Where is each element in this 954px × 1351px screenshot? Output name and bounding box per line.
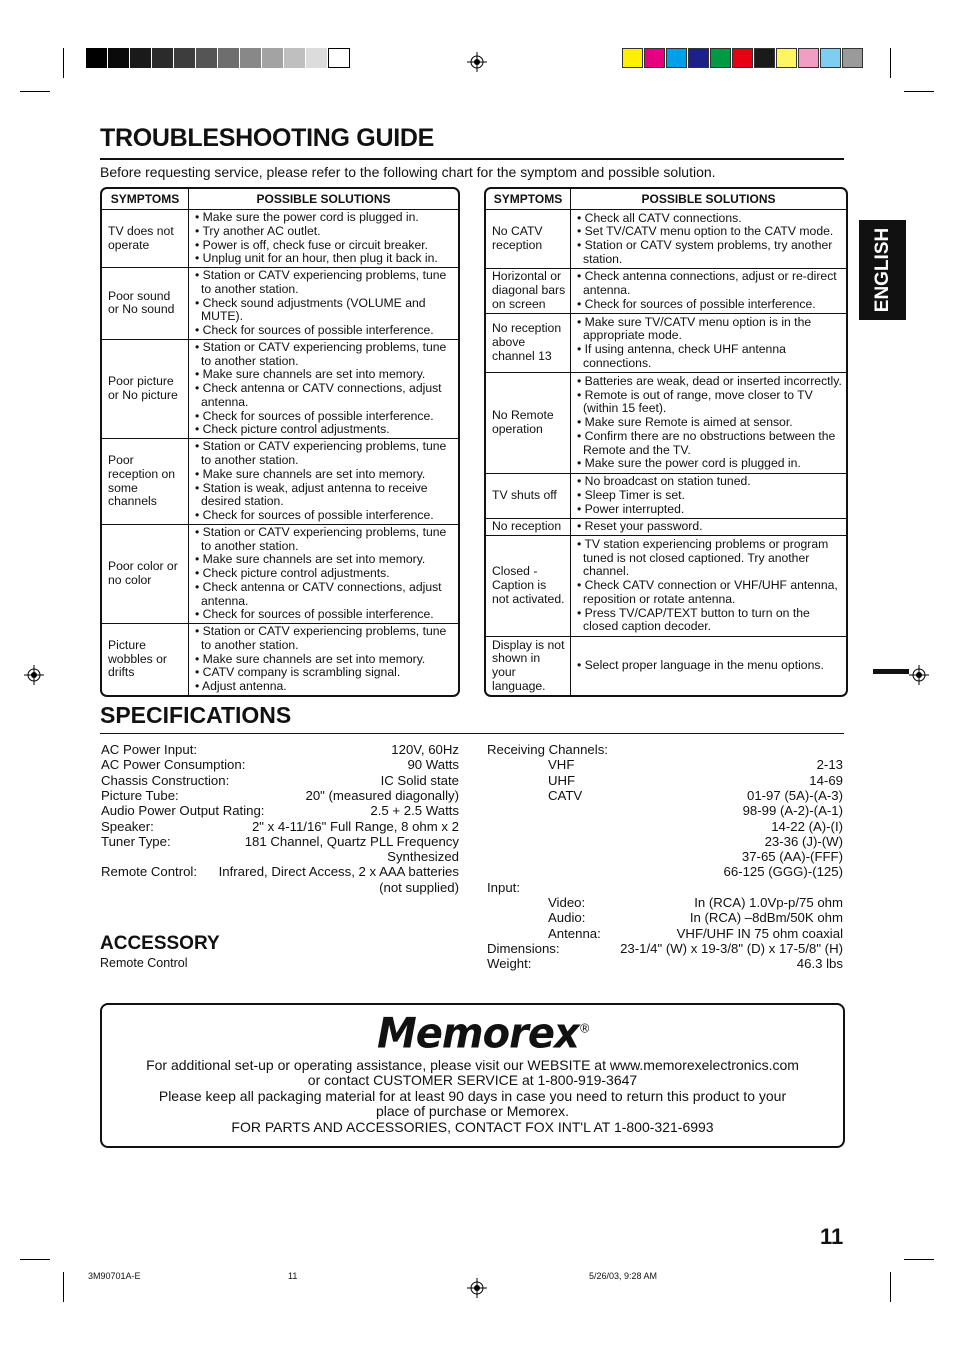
- spec-label: Dimensions:: [487, 940, 560, 956]
- registration-mark-icon: [24, 665, 44, 685]
- solution-cell: [189, 624, 459, 695]
- solution-item: • Station or CATV experiencing problems, tune to another station.: [193, 341, 454, 368]
- spec-label: Weight:: [487, 956, 532, 972]
- solution-item: • Make sure TV/CATV menu option is in the appropriate mode.: [575, 316, 842, 343]
- color-swatch: [666, 48, 687, 68]
- spec-label: Chassis Construction:: [101, 772, 230, 788]
- solution-item: • Check all CATV connections.: [575, 212, 842, 226]
- table-row: [486, 473, 846, 518]
- solution-cell: [571, 536, 847, 637]
- spec-row: [487, 819, 843, 834]
- spec-value: 2" x 4-11/16" Full Range, 8 ohm x 2: [251, 818, 459, 834]
- spec-row: [487, 864, 843, 879]
- crop-mark: [20, 1259, 50, 1260]
- symptom-cell: TV shuts off: [486, 473, 571, 518]
- spec-row: [487, 849, 843, 864]
- gray-swatch: [174, 48, 196, 68]
- footer-code: 3M90701A-E: [88, 1271, 141, 1281]
- solution-item: • Check antenna connections, adjust or re-direct antenna.: [575, 270, 842, 297]
- solutions-header: POSSIBLE SOLUTIONS: [571, 189, 847, 210]
- table-row: [486, 314, 846, 373]
- spec-value: 90 Watts: [407, 757, 459, 773]
- table-row: [102, 339, 458, 438]
- gray-swatch: [130, 48, 152, 68]
- page-number: 11: [820, 1224, 844, 1249]
- color-calibration-bar: [622, 48, 864, 68]
- solution-cell: [571, 373, 847, 474]
- solution-cell: [571, 473, 847, 518]
- contact-line: or contact CUSTOMER SERVICE at 1-800-919-3647: [307, 1072, 638, 1089]
- spec-value: 181 Channel, Quartz PLL Frequency: [244, 833, 459, 849]
- spec-value: In (RCA) –8dBm/50K ohm: [689, 910, 843, 926]
- solution-item: • Check for sources of possible interference.: [193, 509, 454, 523]
- spec-value: 98-99 (A-2)-(A-1): [742, 803, 843, 819]
- gray-swatch: [86, 48, 108, 68]
- solution-item: • Confirm there are no obstructions between the Remote and the TV.: [575, 430, 842, 457]
- symptom-cell: TV does not operate: [102, 210, 189, 268]
- spec-row: [487, 895, 843, 910]
- color-swatch: [644, 48, 665, 68]
- solution-item: • Check for sources of possible interference.: [193, 410, 454, 424]
- symptom-cell: Closed - Caption is not activated.: [486, 536, 571, 637]
- table-row: [486, 210, 846, 269]
- solution-item: • Check antenna or CATV connections, adjust antenna.: [193, 581, 454, 608]
- spec-value: Infrared, Direct Access, 2 x AAA batteries: [218, 864, 459, 880]
- registered-mark: ®: [578, 1021, 590, 1036]
- solution-cell: [571, 269, 847, 314]
- spec-value: 120V, 60Hz: [391, 742, 459, 757]
- specifications-rule: [100, 733, 844, 734]
- table-row: [486, 269, 846, 314]
- spec-label: UHF: [548, 772, 576, 788]
- solution-item: • Check for sources of possible interference.: [575, 298, 842, 312]
- solution-item: • Select proper language in the menu options.: [575, 659, 842, 673]
- table-row: [102, 210, 458, 268]
- solution-cell: [189, 524, 459, 623]
- crop-mark: [20, 91, 50, 92]
- spec-row: [487, 742, 843, 757]
- spec-value: VHF/UHF IN 75 ohm coaxial: [676, 925, 843, 941]
- language-tab: [859, 220, 906, 320]
- spec-label: Audio:: [548, 910, 586, 926]
- contact-text: [102, 1058, 843, 1135]
- crop-mark: [890, 48, 891, 78]
- symptom-cell: Poor color or no color: [102, 524, 189, 623]
- spec-value: 46.3 lbs: [796, 956, 843, 972]
- solution-item: • Make sure channels are set into memory.: [193, 468, 454, 482]
- spec-label: AC Power Input:: [101, 742, 198, 757]
- spec-label: [487, 819, 548, 834]
- spec-value: IC Solid state: [380, 772, 459, 788]
- contact-box: [100, 1003, 845, 1148]
- color-swatch: [776, 48, 797, 68]
- color-swatch: [688, 48, 709, 68]
- spec-value: 23-36 (J)-(W): [764, 833, 843, 849]
- solution-item: • Station is weak, adjust antenna to receive desired station.: [193, 482, 454, 509]
- solution-item: • Station or CATV experiencing problems, tune to another station.: [193, 269, 454, 296]
- spec-row: [101, 864, 459, 879]
- troubleshooting-table-right: [484, 187, 848, 697]
- table-row: [486, 536, 846, 637]
- contact-line: For additional set-up or operating assistance, please visit our WEBSITE at www.memorexelectronics.com: [146, 1057, 799, 1073]
- spec-row: [101, 819, 459, 834]
- crop-mark: [890, 1272, 891, 1302]
- spec-label: Video:: [548, 895, 586, 910]
- crop-mark: [904, 1259, 934, 1260]
- table-row: [486, 636, 846, 695]
- solution-item: • Station or CATV experiencing problems, tune to another station.: [193, 526, 454, 553]
- title-rule: [100, 158, 844, 160]
- solution-cell: [189, 439, 459, 525]
- solution-item: • No broadcast on station tuned.: [575, 475, 842, 489]
- spec-label: Remote Control:: [101, 864, 198, 880]
- side-rule: [873, 669, 909, 674]
- solution-item: • Reset your password.: [575, 520, 842, 534]
- spec-row: [487, 803, 843, 818]
- spec-row: [487, 880, 843, 895]
- accessory-item: Remote Control: [100, 956, 188, 970]
- contact-line: place of purchase or Memorex.: [376, 1103, 569, 1120]
- spec-label: Speaker:: [101, 818, 154, 834]
- solution-item: • TV station experiencing problems or program tuned is not closed captioned. Try another channel.: [575, 538, 842, 579]
- symptom-cell: Poor picture or No picture: [102, 339, 189, 438]
- solution-item: • Make sure channels are set into memory.: [193, 653, 454, 667]
- spec-row: [101, 773, 459, 788]
- crop-mark: [63, 48, 64, 78]
- solution-item: • Check picture control adjustments.: [193, 423, 454, 437]
- solution-cell: [189, 210, 459, 268]
- color-swatch: [710, 48, 731, 68]
- solution-item: • Make sure channels are set into memory.: [193, 368, 454, 382]
- spec-label: CATV: [548, 787, 583, 803]
- solution-item: • Check for sources of possible interference.: [193, 324, 454, 338]
- solution-item: • If using antenna, check UHF antenna connections.: [575, 343, 842, 370]
- spec-label: [487, 849, 548, 864]
- spec-value: Synthesized: [387, 849, 459, 865]
- symptom-cell: No Remote operation: [486, 373, 571, 474]
- solution-item: • Check sound adjustments (VOLUME and MUTE).: [193, 297, 454, 324]
- gray-swatch: [284, 48, 306, 68]
- solution-item: • Try another AC outlet.: [193, 225, 454, 239]
- solution-cell: [571, 314, 847, 373]
- spec-value: 2-13: [816, 757, 843, 773]
- spec-value: 14-69: [809, 772, 843, 788]
- spec-value: 23-1/4" (W) x 19-3/8" (D) x 17-5/8" (H): [620, 940, 843, 956]
- spec-label: Audio Power Output Rating:: [101, 803, 265, 819]
- spec-label: Antenna:: [548, 925, 601, 941]
- solution-item: • Make sure the power cord is plugged in.: [193, 211, 454, 225]
- color-swatch: [754, 48, 775, 68]
- spec-label: [487, 834, 548, 849]
- solution-cell: [571, 636, 847, 695]
- solution-item: • Check antenna or CATV connections, adjust antenna.: [193, 382, 454, 409]
- troubleshooting-table-left: [100, 187, 460, 697]
- solution-item: • Power is off, check fuse or circuit breaker.: [193, 239, 454, 253]
- solution-cell: [189, 339, 459, 438]
- registration-mark-icon: [467, 52, 487, 72]
- color-swatch: [798, 48, 819, 68]
- solution-item: • CATV company is scrambling signal.: [193, 666, 454, 680]
- table-row: [102, 524, 458, 623]
- footer-page: 11: [288, 1271, 298, 1281]
- solution-cell: [571, 210, 847, 269]
- brand-name: Memorex: [377, 1009, 579, 1059]
- gray-swatch: [218, 48, 240, 68]
- symptom-cell: Poor reception on some channels: [102, 439, 189, 525]
- page-title: TROUBLESHOOTING GUIDE: [100, 124, 434, 152]
- solution-item: • Remote is out of range, move closer to TV (within 15 feet).: [575, 389, 842, 416]
- spec-row: [487, 773, 843, 788]
- spec-label: AC Power Consumption:: [101, 757, 246, 773]
- spec-label: Receiving Channels:: [487, 742, 608, 757]
- symptoms-header: SYMPTOMS: [102, 189, 189, 210]
- gray-swatch: [306, 48, 328, 68]
- memorex-logo: [377, 1010, 590, 1058]
- spec-value: 14-22 (A)-(I): [771, 818, 843, 834]
- color-swatch: [622, 48, 643, 68]
- color-swatch: [820, 48, 841, 68]
- crop-mark: [63, 1272, 64, 1302]
- solution-cell: [189, 268, 459, 340]
- spec-value: 37-65 (AA)-(FFF): [741, 849, 843, 865]
- crop-mark: [904, 91, 934, 92]
- symptom-cell: No reception: [486, 518, 571, 535]
- solution-item: • Adjust antenna.: [193, 680, 454, 694]
- contact-line: Please keep all packaging material for at least 90 days in case you need to return this product to your: [158, 1087, 787, 1104]
- spec-label: Tuner Type:: [101, 833, 171, 849]
- symptoms-header: SYMPTOMS: [486, 189, 571, 210]
- spec-value: In (RCA) 1.0Vp-p/75 ohm: [694, 895, 843, 910]
- contact-line: FOR PARTS AND ACCESSORIES, CONTACT FOX INT'L AT 1-800-321-6993: [231, 1118, 714, 1135]
- solution-item: • Make sure channels are set into memory.: [193, 553, 454, 567]
- spec-row: [487, 757, 843, 772]
- spec-row: [487, 788, 843, 803]
- symptom-cell: Display is not shown in your language.: [486, 636, 571, 695]
- spec-value: 01-97 (5A)-(A-3): [746, 787, 843, 803]
- symptom-cell: Picture wobbles or drifts: [102, 624, 189, 695]
- spec-label: Input:: [487, 879, 520, 895]
- spec-label: VHF: [548, 757, 575, 773]
- spec-label: Picture Tube:: [101, 787, 179, 803]
- table-row: [102, 268, 458, 340]
- spec-row: [101, 803, 459, 818]
- gray-swatch: [240, 48, 262, 68]
- spec-value: 20" (measured diagonally): [305, 787, 459, 803]
- solution-item: • Power interrupted.: [575, 503, 842, 517]
- symptom-cell: No reception above channel 13: [486, 314, 571, 373]
- spec-row: [487, 910, 843, 925]
- spec-row: [487, 834, 843, 849]
- solution-cell: [571, 518, 847, 535]
- solution-item: • Check picture control adjustments.: [193, 567, 454, 581]
- color-swatch: [842, 48, 863, 68]
- solutions-header: POSSIBLE SOLUTIONS: [189, 189, 459, 210]
- spec-value: 66-125 (GGG)-(125): [723, 864, 843, 880]
- language-tab-label: ENGLISH: [871, 227, 893, 313]
- registration-mark-icon: [909, 665, 929, 685]
- table-row: [486, 373, 846, 474]
- spec-row: [101, 742, 459, 757]
- spec-value: (not supplied): [379, 879, 459, 895]
- gray-swatch: [108, 48, 130, 68]
- gray-swatch: [328, 48, 350, 68]
- color-swatch: [732, 48, 753, 68]
- solution-item: • Station or CATV system problems, try another station.: [575, 239, 842, 266]
- solution-item: • Press TV/CAP/TEXT button to turn on the closed caption decoder.: [575, 607, 842, 634]
- solution-item: • Unplug unit for an hour, then plug it back in.: [193, 252, 454, 266]
- solution-item: • Make sure Remote is aimed at sensor.: [575, 416, 842, 430]
- gray-calibration-bar: [86, 48, 350, 68]
- table-row: [102, 624, 458, 695]
- spec-label: [487, 864, 548, 879]
- symptom-cell: Horizontal or diagonal bars on screen: [486, 269, 571, 314]
- symptom-cell: Poor sound or No sound: [102, 268, 189, 340]
- registration-mark-icon: [467, 1278, 487, 1298]
- solution-item: • Make sure the power cord is plugged in.: [575, 457, 842, 471]
- intro-text: Before requesting service, please refer to the following chart for the symptom and possible solution.: [100, 164, 716, 180]
- table-row: [486, 518, 846, 535]
- spec-row: [101, 834, 459, 849]
- gray-swatch: [262, 48, 284, 68]
- solution-item: • Station or CATV experiencing problems, tune to another station.: [193, 625, 454, 652]
- symptom-cell: No CATV reception: [486, 210, 571, 269]
- spec-row: [487, 941, 843, 956]
- solution-item: • Station or CATV experiencing problems, tune to another station.: [193, 440, 454, 467]
- table-row: [102, 439, 458, 525]
- solution-item: • Check CATV connection or VHF/UHF antenna, reposition or rotate antenna.: [575, 579, 842, 606]
- spec-value: 2.5 + 2.5 Watts: [370, 803, 459, 819]
- solution-item: • Batteries are weak, dead or inserted incorrectly.: [575, 375, 842, 389]
- spec-row: [101, 788, 459, 803]
- footer-date: 5/26/03, 9:28 AM: [589, 1271, 658, 1281]
- spec-row: [101, 757, 459, 772]
- solution-item: • Set TV/CATV menu option to the CATV mode.: [575, 225, 842, 239]
- spec-row: [487, 956, 843, 971]
- gray-swatch: [196, 48, 218, 68]
- solution-item: • Check for sources of possible interference.: [193, 608, 454, 622]
- specifications-title: SPECIFICATIONS: [100, 702, 292, 728]
- gray-swatch: [152, 48, 174, 68]
- spec-row: [487, 926, 843, 941]
- spec-label: [487, 803, 548, 818]
- accessory-title: ACCESSORY: [100, 933, 220, 954]
- solution-item: • Sleep Timer is set.: [575, 489, 842, 503]
